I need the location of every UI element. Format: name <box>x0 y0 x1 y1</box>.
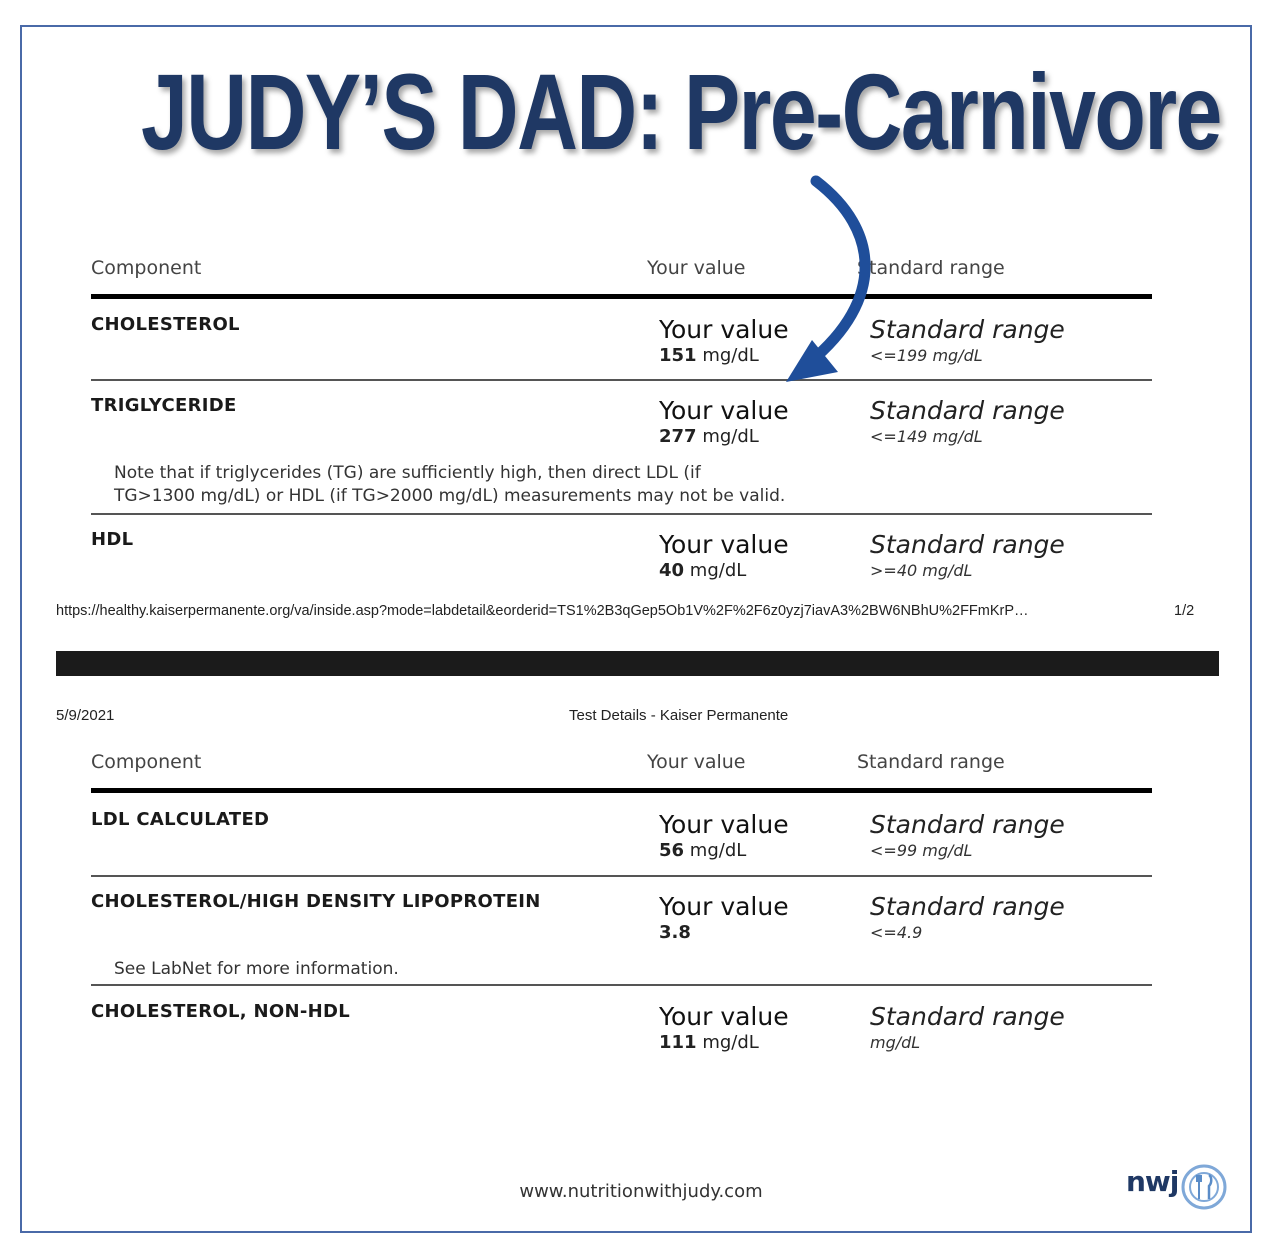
component-name: HDL <box>91 529 134 550</box>
your-value-label: Your value <box>659 530 789 559</box>
standard-range-label: Standard range <box>870 315 1065 344</box>
your-value-label: Your value <box>659 396 789 425</box>
your-value-label: Your value <box>659 892 789 921</box>
standard-range-label: Standard range <box>870 530 1065 559</box>
value-unit: mg/dL <box>689 560 747 581</box>
your-value-label: Your value <box>659 315 789 344</box>
value-number: 3.8 <box>659 922 691 943</box>
value-unit: mg/dL <box>702 426 759 447</box>
fork-knife-plate-icon <box>1180 1163 1228 1211</box>
page-number: 1/2 <box>1174 603 1195 619</box>
standard-range-value: <=199 mg/dL <box>870 346 983 365</box>
value-unit: mg/dL <box>689 840 747 861</box>
component-name: CHOLESTEROL <box>91 314 240 335</box>
print-date: 5/9/2021 <box>56 707 115 724</box>
value-number: 151 <box>659 345 697 366</box>
standard-range-label: Standard range <box>870 810 1065 839</box>
column-header-standard-range: Standard range <box>857 257 1005 279</box>
column-header-component: Component <box>91 751 202 773</box>
your-value-label: Your value <box>659 810 789 839</box>
value-number: 56 <box>659 840 685 861</box>
component-name: CHOLESTEROL, NON-HDL <box>91 1001 350 1022</box>
column-header-your-value: Your value <box>647 257 746 279</box>
footer-website[interactable]: www.nutritionwithjudy.com <box>519 1181 763 1202</box>
brand-logo: nwj <box>1126 1165 1179 1198</box>
print-header-title: Test Details - Kaiser Permanente <box>569 707 789 724</box>
column-header-component: Component <box>91 257 202 279</box>
standard-range-label: Standard range <box>870 396 1065 425</box>
value-number: 40 <box>659 560 685 581</box>
note-line: TG>1300 mg/dL) or HDL (if TG>2000 mg/dL) measurements may not be valid. <box>114 486 786 506</box>
value-number: 111 <box>659 1032 697 1053</box>
print-url: https://healthy.kaiserpermanente.org/va/inside.asp?mode=labdetail&eorderid=TS1%2B3qGep5Ob1V%2F%2F6z0yzj7iavA3%2BW6NBhU%2FFmKrP… <box>56 603 1029 619</box>
standard-range-value: <=4.9 <box>870 923 923 942</box>
standard-range-value: <=99 mg/dL <box>870 841 973 860</box>
value-number: 277 <box>659 426 697 447</box>
standard-range-value: <=149 mg/dL <box>870 427 983 446</box>
page-title: JUDY’S DAD: Pre-Carnivore <box>141 51 1221 172</box>
note-line: Note that if triglycerides (TG) are sufficiently high, then direct LDL (if <box>114 463 701 483</box>
value-unit: mg/dL <box>702 1032 759 1053</box>
value-unit: mg/dL <box>702 345 759 366</box>
standard-range-value: mg/dL <box>870 1033 921 1052</box>
column-header-your-value: Your value <box>647 751 746 773</box>
your-value-label: Your value <box>659 1002 789 1031</box>
component-name: CHOLESTEROL/HIGH DENSITY LIPOPROTEIN <box>91 891 541 912</box>
component-name: LDL CALCULATED <box>91 809 270 830</box>
note-line: See LabNet for more information. <box>114 959 399 979</box>
standard-range-value: >=40 mg/dL <box>870 561 973 580</box>
component-name: TRIGLYCERIDE <box>91 395 237 416</box>
standard-range-label: Standard range <box>870 892 1065 921</box>
column-header-standard-range: Standard range <box>857 751 1005 773</box>
standard-range-label: Standard range <box>870 1002 1065 1031</box>
